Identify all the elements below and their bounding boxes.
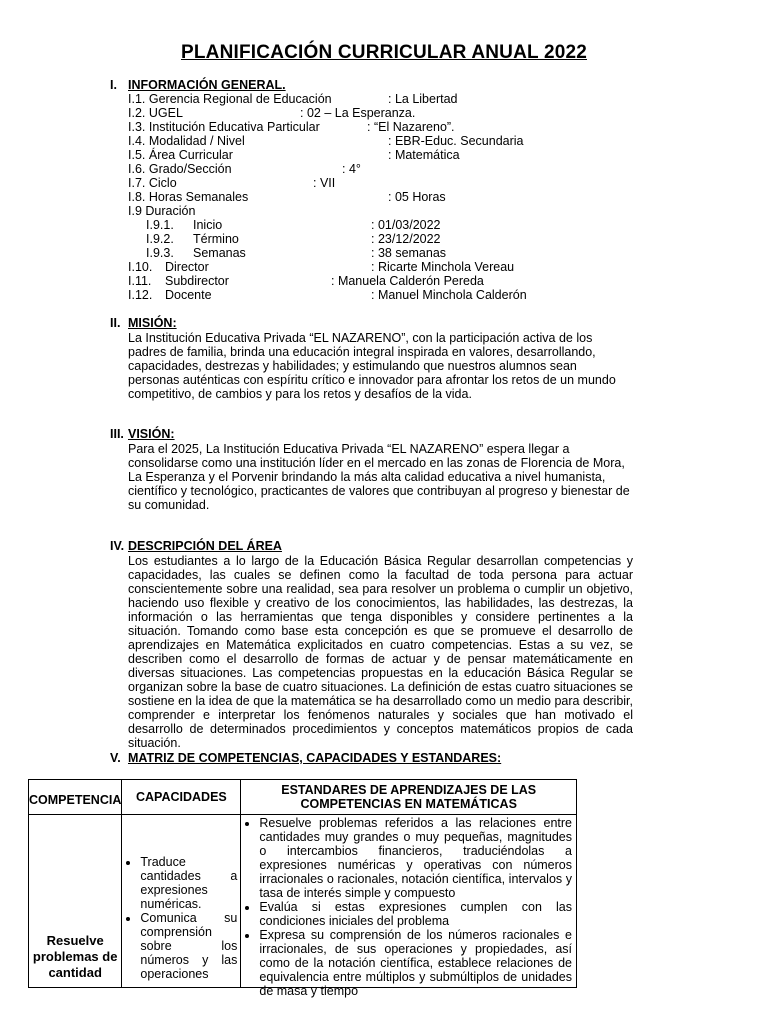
info-value: : “El Nazareno”. xyxy=(367,120,455,134)
info-item xyxy=(128,148,233,162)
item-label: Horas Semanales xyxy=(148,190,249,204)
section-number: I. xyxy=(110,78,117,92)
item-code: I.9.1. xyxy=(146,218,174,232)
info-item xyxy=(128,190,248,204)
info-value: : 4° xyxy=(342,162,361,176)
header-label: CAPACIDADES xyxy=(136,790,227,804)
mision-text: La Institución Educativa Privada “EL NAZARENO”, con la participación activa de los padres de familia, brinda una educación integral inspirada en valores, desarrollando, capacidades, destrezas y habilidades; y estimulando que nuestros alumnos sean personas auténticas con espíritu crítico e innovador para afrontar los retos de un mundo competitivo, de cambios y para los retos y desafíos de la vida. xyxy=(128,331,616,401)
info-item xyxy=(128,106,183,120)
info-value: : Manuel Minchola Calderón xyxy=(371,288,527,302)
info-item xyxy=(128,162,232,176)
info-item xyxy=(128,134,245,148)
item-label: Duración xyxy=(145,204,196,218)
info-sublabel: Semanas xyxy=(193,246,246,260)
info-subitem xyxy=(146,246,174,260)
item-code: I.4. xyxy=(128,134,146,148)
item-code: I.7. xyxy=(128,176,146,190)
info-value: : Matemática xyxy=(388,148,460,162)
capacidades-list xyxy=(122,855,240,987)
header-estandares xyxy=(241,780,577,815)
item-label: Gerencia Regional de Educación xyxy=(148,92,332,106)
info-label: Director xyxy=(165,260,209,274)
info-item xyxy=(128,260,152,274)
item-code: I.11. xyxy=(128,274,152,288)
info-subitem xyxy=(146,232,174,246)
info-subitem xyxy=(146,218,174,232)
item-label: UGEL xyxy=(148,106,183,120)
info-value: : 38 semanas xyxy=(371,246,447,260)
info-value: : Manuela Calderón Pereda xyxy=(331,274,484,288)
header-capacidades xyxy=(122,780,241,815)
info-item xyxy=(128,176,177,190)
section-number: V. xyxy=(110,751,121,765)
info-value: : 02 – La Esperanza. xyxy=(300,106,416,120)
item-code: I.1. xyxy=(128,92,146,106)
section-number: III. xyxy=(110,427,124,441)
info-value: : Ricarte Minchola Vereau xyxy=(371,260,515,274)
matrix-header-row xyxy=(29,780,577,815)
info-value: : La Libertad xyxy=(388,92,458,106)
item-label: Grado/Sección xyxy=(148,162,232,176)
item-code: I.9.3. xyxy=(146,246,174,260)
section-area-heading xyxy=(110,539,282,553)
section-info-heading xyxy=(110,78,286,92)
info-value: : 01/03/2022 xyxy=(371,218,441,232)
list-item: • Expresa su comprensión de los números racionales e irracionales, de sus operaciones y propiedades, así como de la notación científica, establece relaciones de equivalencia entre múltiplos y submúltiplos de unidades de masa y tiempo xyxy=(259,928,572,998)
item-label: Área Curricular xyxy=(148,148,233,162)
item-code: I.3. xyxy=(128,120,146,134)
section-title: VISIÓN: xyxy=(128,427,175,441)
info-value: : EBR-Educ. Secundaria xyxy=(388,134,524,148)
item-code: I.9.2. xyxy=(146,232,174,246)
item-code: I.2. xyxy=(128,106,146,120)
section-matriz-heading xyxy=(110,751,501,765)
info-label: Docente xyxy=(165,288,212,302)
section-vision-heading xyxy=(110,427,175,441)
item-code: I.8. xyxy=(128,190,146,204)
info-value: : 05 Horas xyxy=(388,190,446,204)
info-label: Subdirector xyxy=(165,274,229,288)
list-item: • Comunica su comprensión sobre los números y las operaciones xyxy=(140,911,237,981)
info-item xyxy=(128,204,195,218)
matrix-row xyxy=(29,815,577,988)
capacidades-cell xyxy=(122,815,241,988)
info-item xyxy=(128,288,152,302)
info-sublabel: Término xyxy=(193,232,239,246)
section-title: INFORMACIÓN GENERAL. xyxy=(128,78,286,92)
info-item xyxy=(128,120,320,134)
item-code: I.9 xyxy=(128,204,142,218)
info-sublabel: Inicio xyxy=(193,218,223,232)
section-number: II. xyxy=(110,316,121,330)
info-item xyxy=(128,92,332,106)
list-item: • Resuelve problemas referidos a las relaciones entre cantidades muy grandes o muy pequeñas, magnitudes o intercambios financieros, traduciéndolas a expresiones numéricas y operativas con números irracionales o racionales, notación científica, intervalos y tasa de interés simple y compuesto xyxy=(259,816,572,900)
competency-matrix xyxy=(28,779,577,998)
competencia-text: Resuelve problemas de cantidad xyxy=(32,933,118,980)
header-label: ESTANDARES DE APRENDIZAJES DE LAS COMPETENCIAS EN MATEMÁTICAS xyxy=(281,783,537,811)
info-item xyxy=(128,274,151,288)
vision-text: Para el 2025, La Institución Educativa Privada “EL NAZARENO” espera llegar a consolidarse como una institución líder en el mercado en las zonas de Florencia de Mora, La Esperanza y el Porvenir brindando la más alta calidad educativa a nivel humanista, científico y tecnológico, practicantes de valores que contribuyan al progreso y bienestar de su comunidad. xyxy=(128,442,630,512)
estandares-list xyxy=(241,815,576,998)
area-text: Los estudiantes a lo largo de la Educación Básica Regular desarrollan competencias y capacidades, las cuales se definen como la facultad de toda persona para actuar conscientemente sobre una realidad, sea para resolver un problema o cumplir un objetivo, haciendo uso flexible y creativo de los conocimientos, las habilidades, las destrezas, la información o las herramientas que tenga disponibles y considere pertinentes a la situación. Tomando como base esta concepción es que se promueve el desarrollo de aprendizajes en Matemática explicitados en cuatro competencias. Estas a su vez, se describen como el desarrollo de formas de actuar y de pensar matemáticamente en diversas situaciones. Las competencias propuestas en la educación Básica Regular se organizan sobre la base de cuatro situaciones. La definición de estas cuatro situaciones se sostiene en la idea de que la matemática se ha desarrollado como un medio para describir, comprender e interpretar los fenómenos naturales y sociales que han motivado el desarrollo de determinados procedimientos y conceptos matemáticos propios de cada situación. xyxy=(128,554,633,750)
section-mision-heading xyxy=(110,316,177,330)
item-label: Institución Educativa Particular xyxy=(148,120,320,134)
item-code: I.5. xyxy=(128,148,146,162)
header-competencia xyxy=(29,780,122,815)
item-code: I.12. xyxy=(128,288,153,302)
estandares-clip xyxy=(241,815,576,998)
competencia-cell xyxy=(29,815,122,988)
header-label: COMPETENCIA xyxy=(29,793,122,807)
section-title: DESCRIPCIÓN DEL ÁREA xyxy=(128,539,282,553)
section-number: IV. xyxy=(110,539,125,553)
estandares-cell xyxy=(241,815,577,998)
item-label: Modalidad / Nivel xyxy=(148,134,245,148)
info-value: : VII xyxy=(313,176,336,190)
item-label: Ciclo xyxy=(148,176,177,190)
section-title: MATRIZ DE COMPETENCIAS, CAPACIDADES Y ESTANDARES: xyxy=(128,751,502,765)
item-code: I.6. xyxy=(128,162,146,176)
item-code: I.10. xyxy=(128,260,153,274)
list-item: • Traduce cantidades a expresiones numéricas. xyxy=(140,855,237,911)
info-value: : 23/12/2022 xyxy=(371,232,441,246)
list-item: • Evalúa si estas expresiones cumplen con las condiciones iniciales del problema xyxy=(259,900,572,928)
page-title: PLANIFICACIÓN CURRICULAR ANUAL 2022 xyxy=(180,42,588,63)
section-title: MISIÓN: xyxy=(128,316,177,330)
